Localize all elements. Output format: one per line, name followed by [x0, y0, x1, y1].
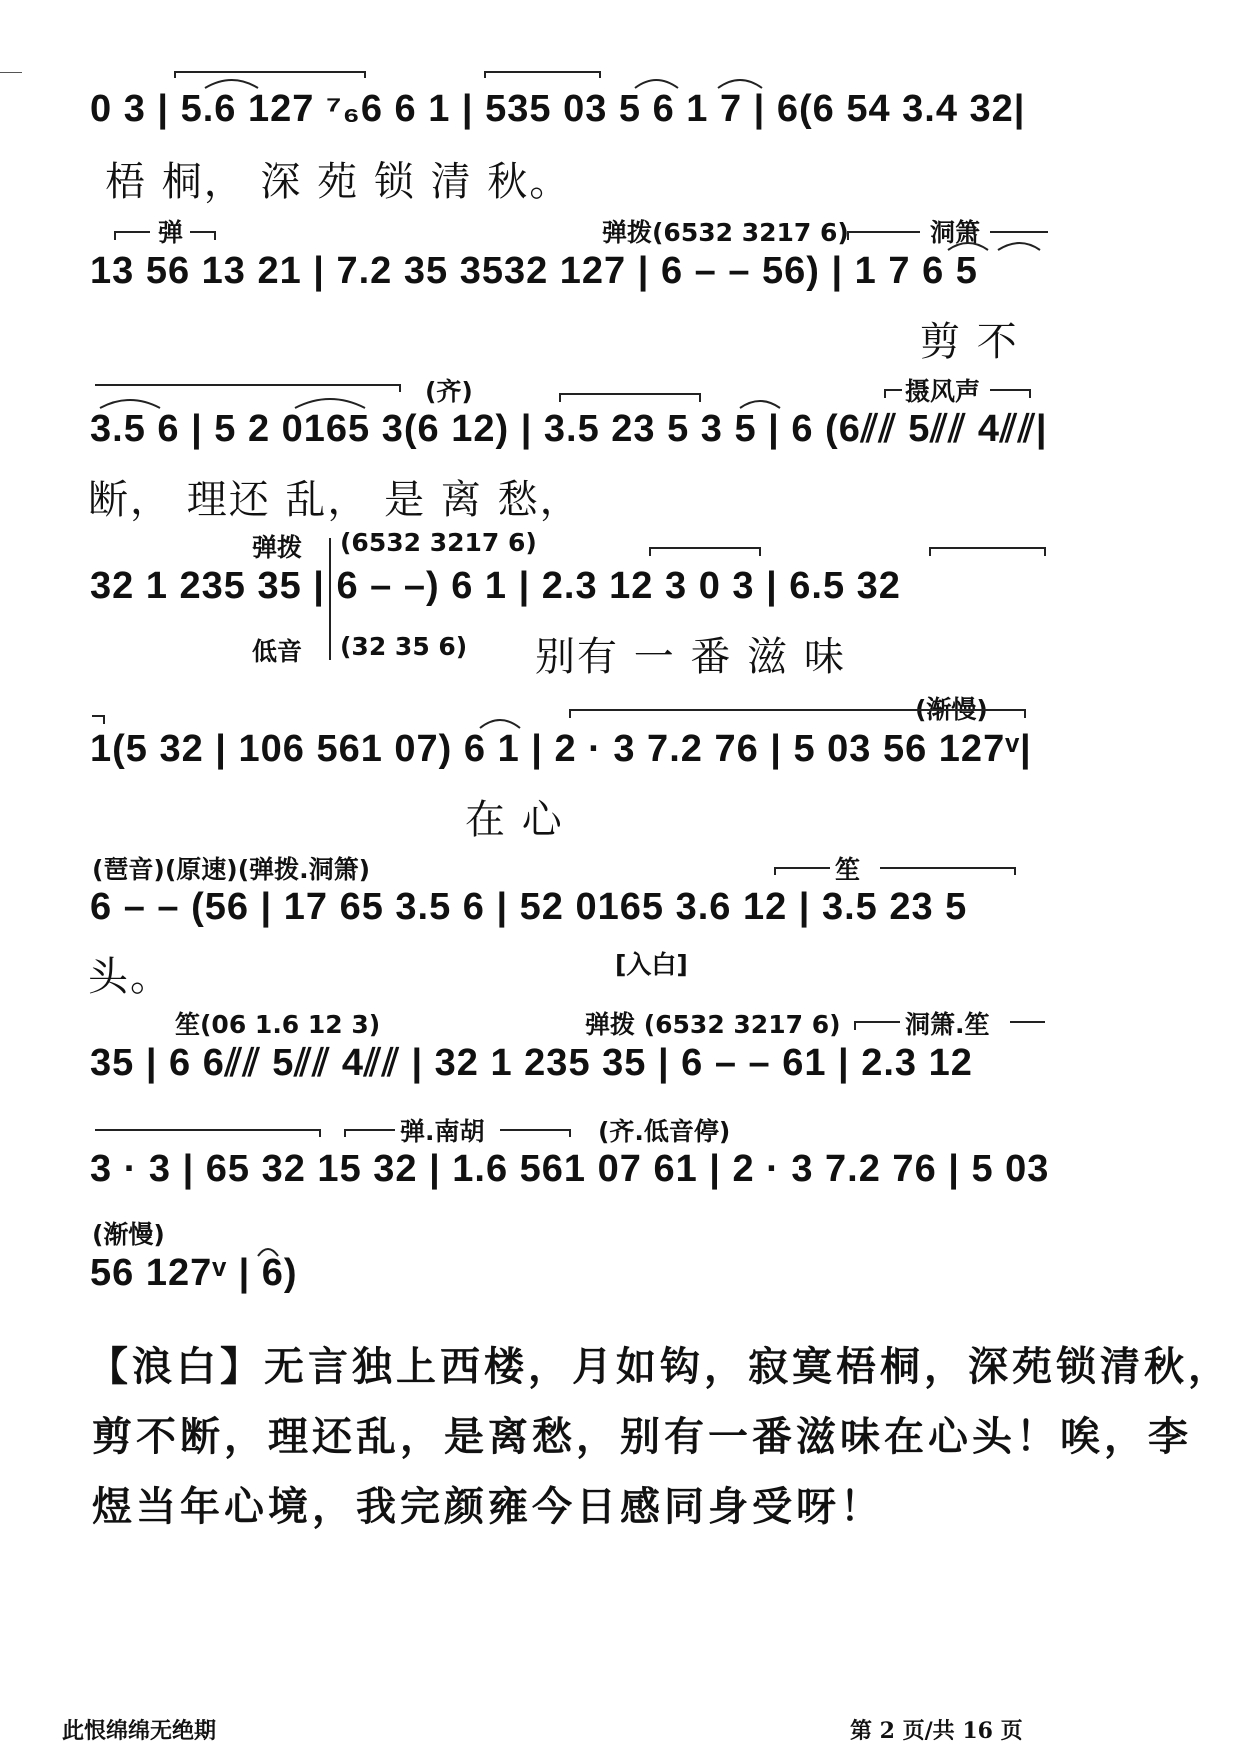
bass-notes: (32 35 6): [340, 632, 468, 661]
score-row-1-notes: 0 3 | 5.6 127 ⁷₆6 6 1 | 535 03 5 6 1 7 | 6(6 54 3.4 32|: [90, 88, 1026, 130]
mark-xiao-sheng: 洞箫.笙: [905, 1010, 990, 1039]
score-row-6-notes: 6 – – (56 | 17 65 3.5 6 | 52 0165 3.6 12 | 3.5 23 5: [90, 886, 968, 928]
mark-tanbo-2: 弹拨: [252, 533, 303, 562]
score-row-4-notes: 32 1 235 35 | 6 – –) 6 1 | 2.3 12 3 0 3 | 6.5 32: [90, 565, 901, 607]
mark-qi: (齐): [425, 377, 473, 406]
mark-tanbo: 弹拨(6532 3217 6): [602, 218, 849, 247]
score-row-5-lyrics: 在 心: [465, 797, 564, 843]
mark-dongxiao: 洞箫: [930, 218, 981, 247]
prose-line-2: 剪不断，理还乱，是离愁，别有一番滋味在心头！唉，李: [92, 1413, 1192, 1460]
score-row-3-lyrics: 断， 理还 乱， 是 离 愁，: [88, 477, 582, 523]
mark-nanhu: 弹.南胡: [400, 1117, 485, 1146]
prose-line-1: 【浪白】无言独上西楼，月如钩，寂寞梧桐，深苑锁清秋，: [88, 1343, 1232, 1390]
score-row-8-notes: 3 · 3 | 65 32 15 32 | 1.6 561 07 61 | 2 · 3 7.2 76 | 5 03: [90, 1148, 1050, 1190]
score-row-9-notes: 56 127ᵛ | 6): [90, 1252, 298, 1294]
mark-sheng-2: 笙(06 1.6 12 3): [175, 1010, 381, 1039]
score-row-2-notes: 13 56 13 21 | 7.2 35 3532 127 | 6 – – 56) | 1 7 6 5: [90, 250, 978, 292]
prose-line-3: 煜当年心境，我完颜雍今日感同身受呀！: [92, 1483, 884, 1530]
mark-slow-2: (渐慢): [92, 1220, 165, 1249]
footer-page-number: 第 2 页/共 16 页: [850, 1718, 1023, 1744]
score-row-7-notes: 35 | 6 6⫽⫽ 5⫽⫽ 4⫽⫽ | 32 1 235 35 | 6 – – 61 | 2.3 12: [90, 1042, 973, 1084]
score-row-4-lyrics: 别有 一 番 滋 味: [535, 634, 846, 680]
mark-arpeggio: (琶音)(原速)(弹拨.洞箫): [92, 855, 371, 884]
mark-qi-bass-stop: (齐.低音停): [598, 1117, 731, 1146]
score-row-3-notes: 3.5 6 | 5 2 0165 3(6 12) | 3.5 23 5 3 5 | 6 (6⫽⫽ 5⫽⫽ 4⫽⫽|: [90, 408, 1048, 450]
mark-sheng: 笙: [835, 855, 861, 884]
mark-bass: 低音: [252, 637, 303, 666]
score-row-2-lyrics: 剪 不: [920, 319, 1019, 365]
score-row-5-notes: 1(5 32 | 106 561 07) 6 1 | 2 · 3 7.2 76 | 5 03 56 127ᵛ|: [90, 728, 1032, 770]
score-row-6-lyrics: 头。: [88, 954, 172, 1000]
mark-tan: 弹: [158, 218, 184, 247]
mark-bracket-top: (6532 3217 6): [340, 528, 537, 557]
footer-title: 此恨绵绵无绝期: [62, 1718, 217, 1744]
mark-enter-speech: [入白]: [615, 950, 688, 979]
mark-tanbo-3: 弹拨 (6532 3217 6): [585, 1010, 841, 1039]
mark-wind: 摄风声: [905, 377, 981, 406]
score-row-1-lyrics: 梧 桐， 深 苑 锁 清 秋。: [105, 159, 572, 205]
mark-slow: (渐慢): [915, 695, 988, 724]
